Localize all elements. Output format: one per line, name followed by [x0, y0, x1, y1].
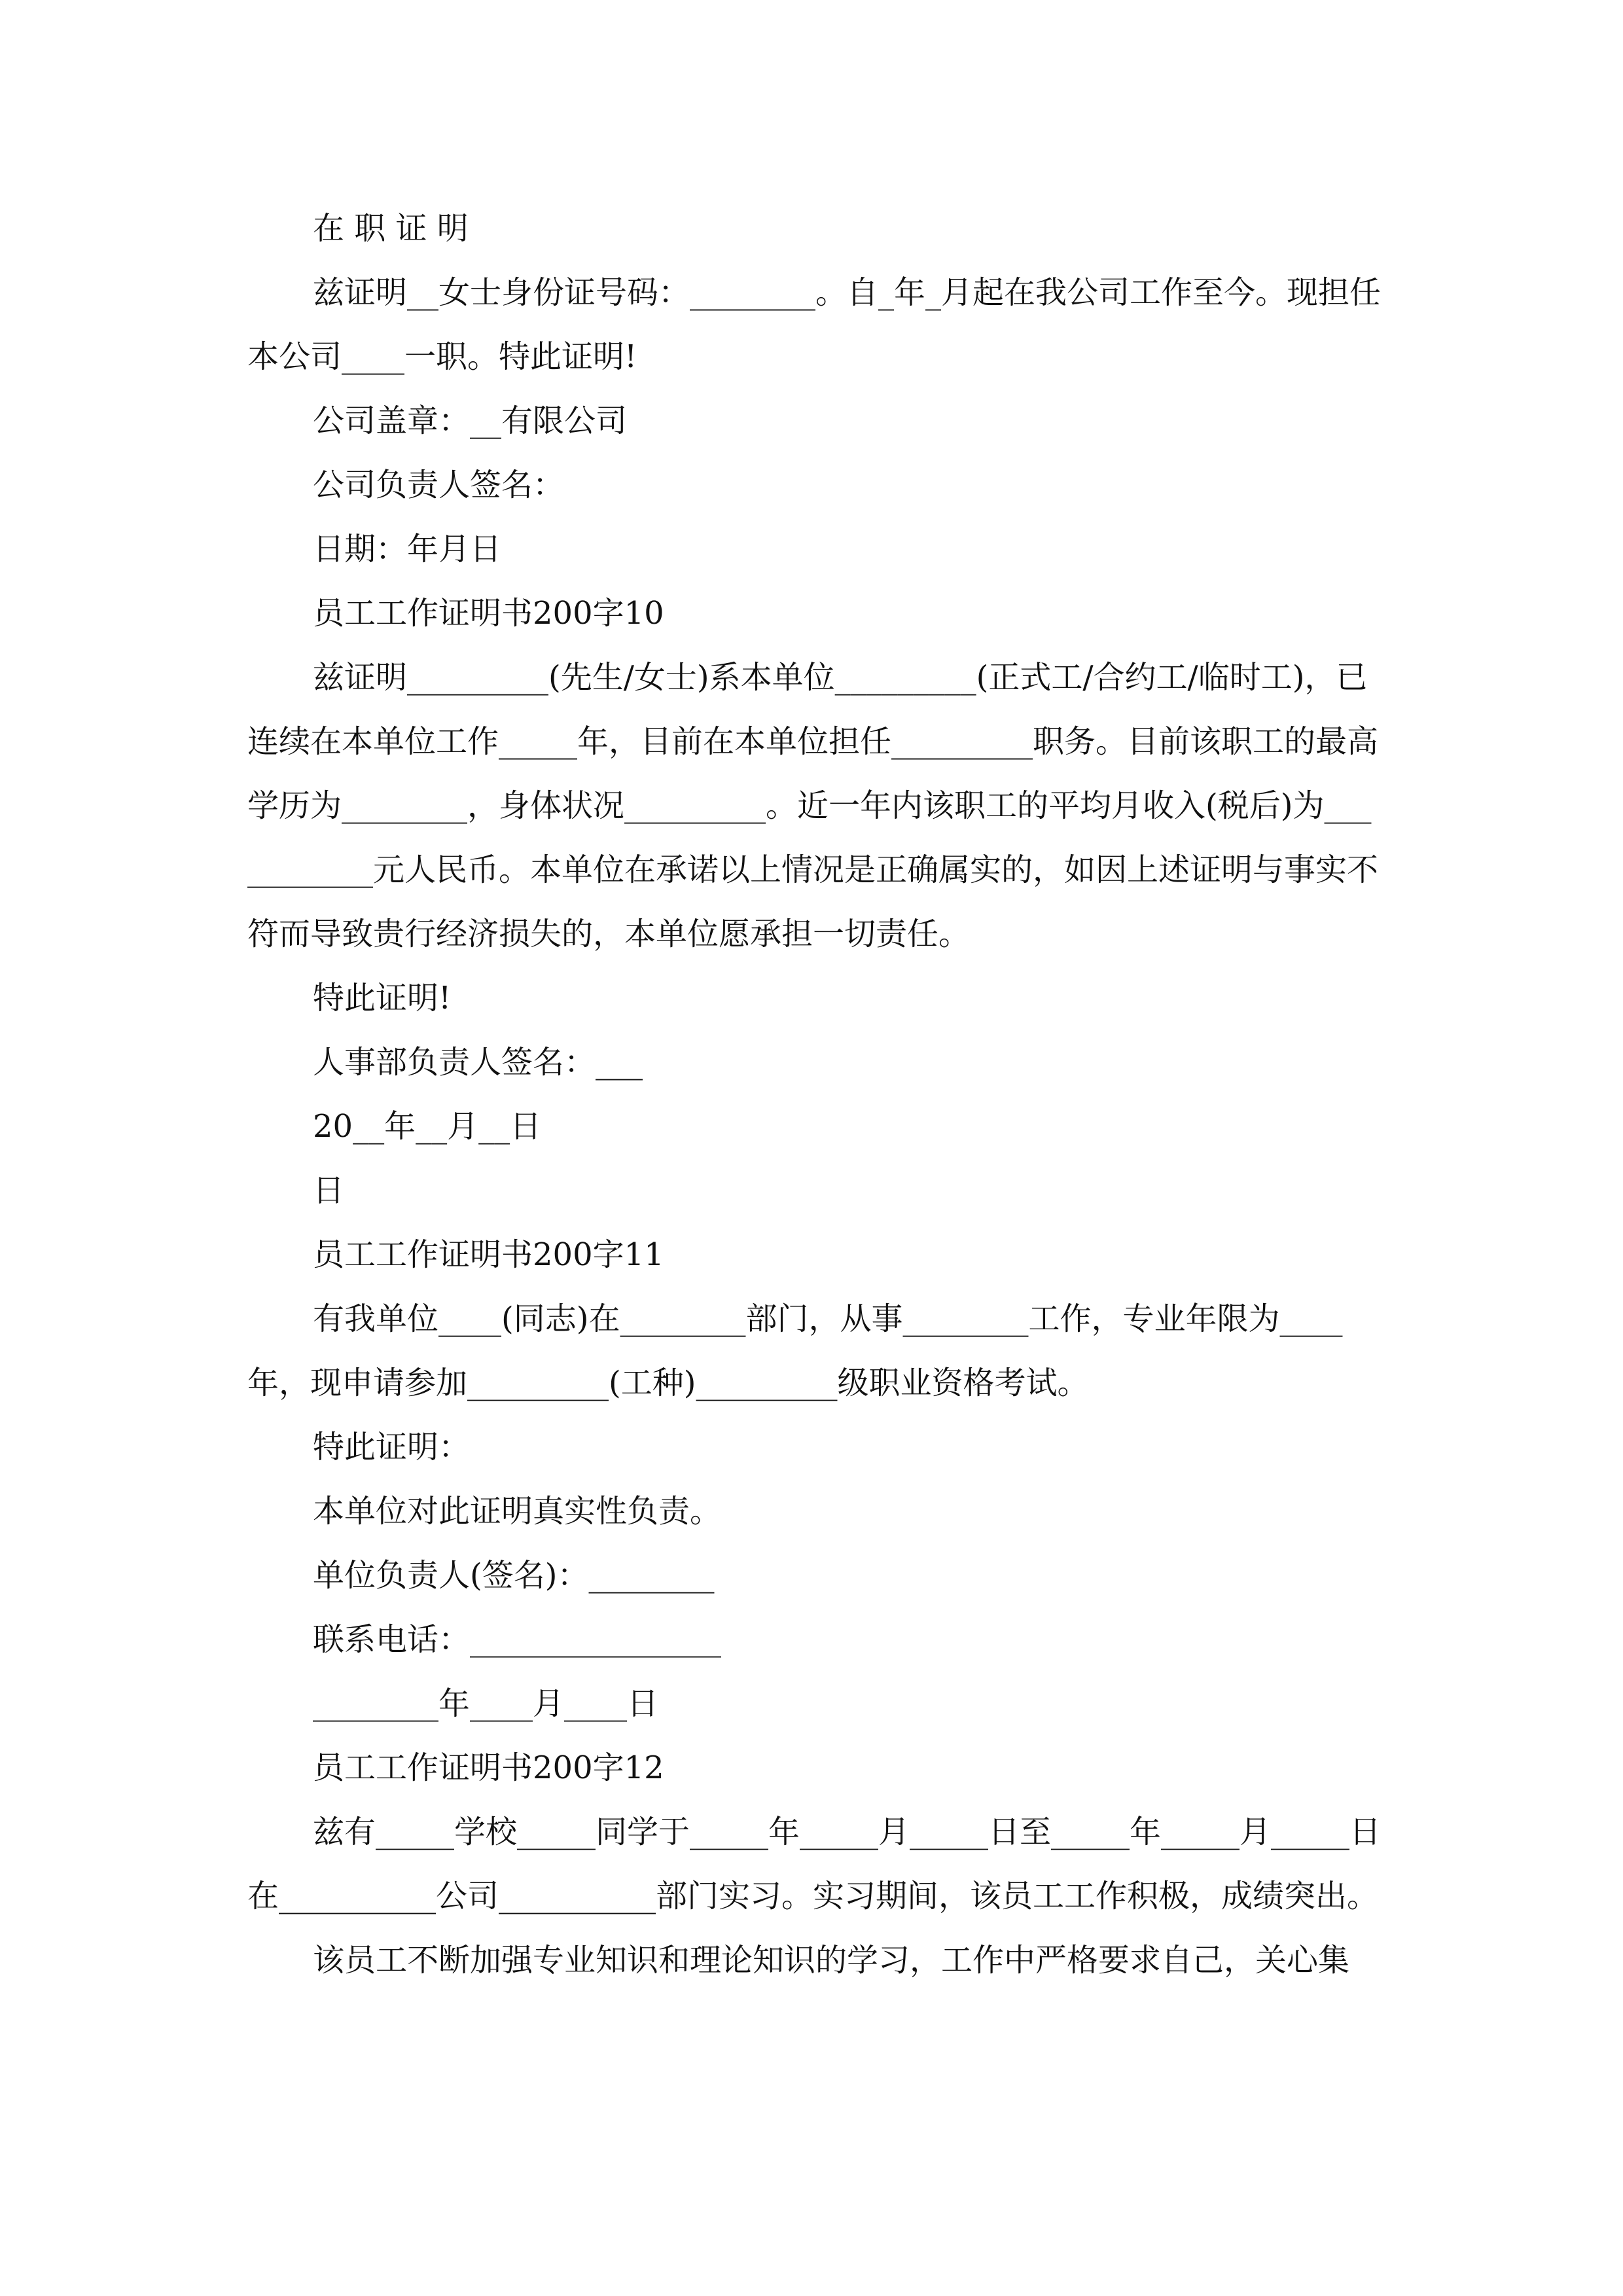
document-body: [247, 196, 1386, 1992]
paragraph-certificate-11: 有我单位____(同志)在________部门，从事________工作，专业年限为____年，现申请参加_________(工种)_________级职业资格考试。: [247, 1300, 1343, 1401]
responsibility-line: 本单位对此证明真实性负责。: [313, 1493, 722, 1530]
date-line: 日期：年月日: [313, 531, 502, 567]
unit-head-signature-line: 单位负责人(签名)：________: [313, 1557, 715, 1594]
hereby-certify-line: 特此证明!: [313, 980, 452, 1016]
stray-day-line: 日: [313, 1172, 345, 1209]
paragraph-employee-evaluation: 该员工不断加强专业知识和理论知识的学习，工作中严格要求自己，关心集: [313, 1942, 1350, 1979]
section-heading-12: 员工工作证明书200字12: [313, 1749, 664, 1786]
paragraph-certificate-10: 兹证明_________(先生/女士)系本单位_________(正式工/合约工/临时工)，已连续在本单位工作_____年，目前在本单位担任_________职务。目前该职工的最高学历为________，身体状况_________。近一年内该职工的平均月收入(税后)为___________元人民币。本单位在承诺以上情况是正确属实的，如因上述证明与事实不符而导致贵行经济损失的，本单位愿承担一切责任。: [247, 659, 1379, 952]
contact-phone-line: 联系电话：________________: [313, 1621, 722, 1658]
paragraph-employment-proof: 兹证明__女士身份证号码：________。自_年_月起在我公司工作至今。现担任本公司____一职。特此证明!: [247, 274, 1382, 375]
section-heading-11: 员工工作证明书200字11: [313, 1236, 664, 1273]
company-head-signature-line: 公司负责人签名：: [313, 467, 565, 503]
hereby-certify-colon-line: 特此证明：: [313, 1429, 471, 1465]
company-seal-line: 公司盖章：__有限公司: [313, 403, 628, 439]
paragraph-internship: 兹有_____学校_____同学于_____年_____月_____日至_____年_____月_____日在__________公司__________部门实习。实习期间，该员工工作积极，成绩突出。: [247, 1814, 1382, 1914]
certificate-title: 在 职 证 明: [313, 210, 469, 247]
blank-date-line: ________年____月____日: [313, 1685, 659, 1722]
section-heading-10: 员工工作证明书200字10: [313, 595, 664, 632]
date-line-20: 20__年__月__日: [313, 1108, 542, 1145]
hr-signature-line: 人事部负责人签名：___: [313, 1044, 643, 1081]
